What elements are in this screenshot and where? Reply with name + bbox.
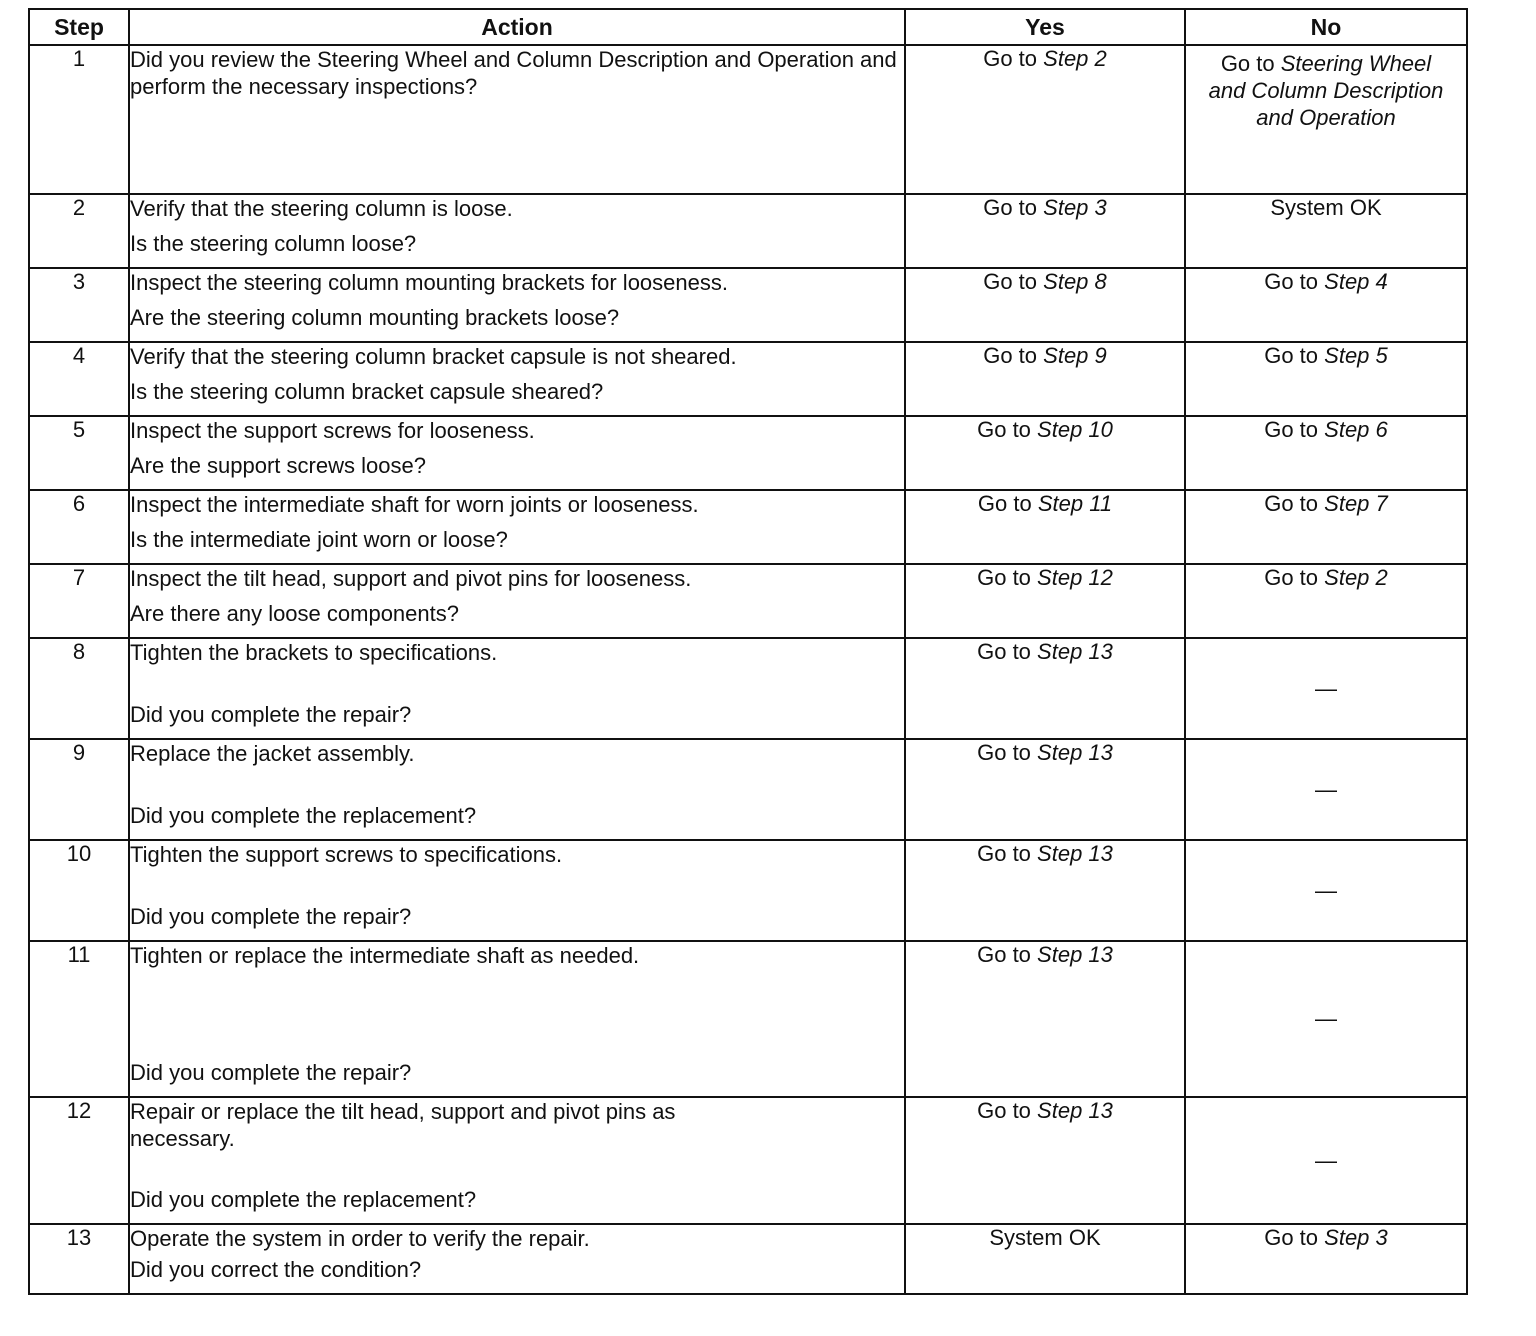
action-instruction: Tighten the support screws to specifications. bbox=[130, 842, 563, 867]
no-step-link: Step 5 bbox=[1324, 343, 1388, 368]
action-cell bbox=[129, 268, 905, 342]
no-cell bbox=[1185, 342, 1467, 416]
no-cell bbox=[1185, 840, 1467, 941]
no-cell bbox=[1185, 1224, 1467, 1294]
yes-step-link: Step 13 bbox=[1037, 740, 1113, 765]
yes-cell bbox=[905, 840, 1185, 941]
yes-prefix: Go to bbox=[977, 1098, 1031, 1123]
step-number: 3 bbox=[29, 268, 129, 342]
action-instruction: Tighten or replace the intermediate shaft as needed. bbox=[130, 943, 640, 968]
table-row bbox=[29, 45, 1467, 194]
no-prefix: Go to bbox=[1220, 51, 1275, 76]
no-cell bbox=[1185, 194, 1467, 268]
yes-prefix: Go to bbox=[977, 417, 1031, 442]
yes-prefix: Go to bbox=[977, 491, 1032, 516]
action-text: Did you review the Steering Wheel and Column Description and Operation and perform the necessary inspections? bbox=[130, 47, 897, 99]
header-step: Step bbox=[29, 9, 129, 45]
yes-step-link: Step 11 bbox=[1037, 491, 1113, 516]
action-instruction: Tighten the brackets to specifications. bbox=[130, 640, 498, 665]
action-instruction: Inspect the steering column mounting brackets for looseness. bbox=[130, 270, 728, 295]
table-row bbox=[29, 1097, 1467, 1224]
action-cell bbox=[129, 194, 905, 268]
no-cell bbox=[1185, 564, 1467, 638]
action-question: Did you complete the repair? bbox=[130, 1060, 412, 1085]
yes-prefix: Go to bbox=[983, 269, 1038, 294]
action-cell bbox=[129, 416, 905, 490]
yes-prefix: Go to bbox=[977, 565, 1031, 590]
action-instruction: Operate the system in order to verify the repair. bbox=[130, 1226, 590, 1251]
action-instruction: Inspect the intermediate shaft for worn joints or looseness. bbox=[130, 492, 699, 517]
no-step-link: Step 2 bbox=[1324, 565, 1388, 590]
yes-cell bbox=[905, 638, 1185, 739]
yes-cell bbox=[905, 416, 1185, 490]
no-prefix: Go to bbox=[1264, 565, 1319, 590]
action-question: Did you complete the replacement? bbox=[130, 803, 477, 828]
action-question: Did you complete the repair? bbox=[130, 702, 412, 727]
table-row bbox=[29, 1224, 1467, 1294]
yes-cell bbox=[905, 194, 1185, 268]
table-row bbox=[29, 416, 1467, 490]
yes-step-link: Step 12 bbox=[1037, 565, 1113, 590]
action-cell bbox=[129, 638, 905, 739]
no-cell bbox=[1185, 638, 1467, 739]
action-question: Did you correct the condition? bbox=[130, 1257, 422, 1282]
yes-prefix: Go to bbox=[977, 639, 1031, 664]
no-cell bbox=[1185, 1097, 1467, 1224]
yes-cell bbox=[905, 268, 1185, 342]
yes-cell bbox=[905, 564, 1185, 638]
action-cell bbox=[129, 342, 905, 416]
action-instruction: Verify that the steering column bracket capsule is not sheared. bbox=[130, 344, 737, 369]
table-row bbox=[29, 342, 1467, 416]
table-row bbox=[29, 268, 1467, 342]
action-question: Did you complete the repair? bbox=[130, 904, 412, 929]
no-dash: — bbox=[1315, 877, 1337, 903]
action-question: Did you complete the replacement? bbox=[130, 1187, 477, 1212]
no-cell bbox=[1185, 490, 1467, 564]
no-dash: — bbox=[1315, 675, 1337, 701]
action-question: Are the support screws loose? bbox=[130, 453, 426, 478]
no-step-link: Step 4 bbox=[1324, 269, 1388, 294]
no-prefix: Go to bbox=[1264, 491, 1319, 516]
action-cell bbox=[129, 45, 905, 194]
no-cell bbox=[1185, 416, 1467, 490]
step-number: 13 bbox=[29, 1224, 129, 1294]
table-row bbox=[29, 638, 1467, 739]
action-cell bbox=[129, 840, 905, 941]
step-number: 5 bbox=[29, 416, 129, 490]
table-row bbox=[29, 564, 1467, 638]
action-cell bbox=[129, 490, 905, 564]
table-row bbox=[29, 739, 1467, 840]
table-row bbox=[29, 840, 1467, 941]
no-step-link: Step 3 bbox=[1324, 1225, 1388, 1250]
no-prefix: Go to bbox=[1264, 1225, 1319, 1250]
no-prefix: Go to bbox=[1264, 269, 1319, 294]
yes-prefix: Go to bbox=[977, 841, 1031, 866]
step-number: 12 bbox=[29, 1097, 129, 1224]
step-number: 7 bbox=[29, 564, 129, 638]
table-row bbox=[29, 194, 1467, 268]
no-dash: — bbox=[1315, 776, 1337, 802]
action-instruction: Repair or replace the tilt head, support and pivot pins as necessary. bbox=[130, 1099, 676, 1151]
action-question: Is the steering column bracket capsule sheared? bbox=[130, 379, 604, 404]
yes-cell bbox=[905, 739, 1185, 840]
no-reference-link: Steering Wheel and Column Description and Operation bbox=[1208, 51, 1444, 130]
step-number: 11 bbox=[29, 941, 129, 1097]
yes-step-link: Step 10 bbox=[1037, 417, 1113, 442]
action-instruction: Inspect the tilt head, support and pivot pins for looseness. bbox=[130, 566, 692, 591]
table-row bbox=[29, 941, 1467, 1097]
no-cell bbox=[1185, 739, 1467, 840]
diagnostic-table bbox=[28, 8, 1468, 1295]
no-step-link: Step 6 bbox=[1324, 417, 1388, 442]
no-prefix: Go to bbox=[1264, 417, 1319, 442]
yes-text: System OK bbox=[989, 1225, 1101, 1250]
step-number: 4 bbox=[29, 342, 129, 416]
no-step-link: Step 7 bbox=[1324, 491, 1388, 516]
action-instruction: Inspect the support screws for looseness. bbox=[130, 418, 535, 443]
header-yes: Yes bbox=[905, 9, 1185, 45]
yes-prefix: Go to bbox=[983, 46, 1038, 71]
yes-prefix: Go to bbox=[977, 740, 1031, 765]
yes-step-link: Step 13 bbox=[1037, 1098, 1113, 1123]
yes-step-link: Step 13 bbox=[1037, 841, 1113, 866]
action-cell bbox=[129, 941, 905, 1097]
step-number: 10 bbox=[29, 840, 129, 941]
step-number: 6 bbox=[29, 490, 129, 564]
table-row bbox=[29, 490, 1467, 564]
no-dash: — bbox=[1315, 1147, 1337, 1173]
yes-cell bbox=[905, 45, 1185, 194]
header-no: No bbox=[1185, 9, 1467, 45]
yes-step-link: Step 3 bbox=[1043, 195, 1107, 220]
yes-cell bbox=[905, 941, 1185, 1097]
yes-prefix: Go to bbox=[983, 195, 1038, 220]
action-question: Are there any loose components? bbox=[130, 601, 459, 626]
yes-prefix: Go to bbox=[983, 343, 1038, 368]
yes-step-link: Step 13 bbox=[1037, 942, 1113, 967]
action-question: Are the steering column mounting brackets loose? bbox=[130, 305, 620, 330]
yes-cell bbox=[905, 1097, 1185, 1224]
action-question: Is the intermediate joint worn or loose? bbox=[130, 527, 508, 552]
table-header-row bbox=[29, 9, 1467, 45]
step-number: 9 bbox=[29, 739, 129, 840]
action-cell bbox=[129, 1097, 905, 1224]
no-cell bbox=[1185, 941, 1467, 1097]
yes-step-link: Step 13 bbox=[1037, 639, 1113, 664]
yes-step-link: Step 2 bbox=[1043, 46, 1107, 71]
yes-step-link: Step 9 bbox=[1043, 343, 1107, 368]
action-instruction: Verify that the steering column is loose. bbox=[130, 196, 513, 221]
step-number: 1 bbox=[29, 45, 129, 194]
action-question: Is the steering column loose? bbox=[130, 231, 417, 256]
header-action: Action bbox=[129, 9, 905, 45]
action-cell bbox=[129, 1224, 905, 1294]
action-instruction: Replace the jacket assembly. bbox=[130, 741, 415, 766]
action-cell bbox=[129, 739, 905, 840]
yes-prefix: Go to bbox=[977, 942, 1031, 967]
step-number: 2 bbox=[29, 194, 129, 268]
yes-step-link: Step 8 bbox=[1043, 269, 1107, 294]
yes-cell bbox=[905, 1224, 1185, 1294]
no-prefix: Go to bbox=[1264, 343, 1319, 368]
yes-cell bbox=[905, 342, 1185, 416]
no-dash: — bbox=[1315, 1006, 1337, 1031]
action-cell bbox=[129, 564, 905, 638]
yes-cell bbox=[905, 490, 1185, 564]
no-cell bbox=[1185, 268, 1467, 342]
step-number: 8 bbox=[29, 638, 129, 739]
no-text: System OK bbox=[1270, 195, 1382, 220]
no-cell bbox=[1185, 45, 1467, 194]
